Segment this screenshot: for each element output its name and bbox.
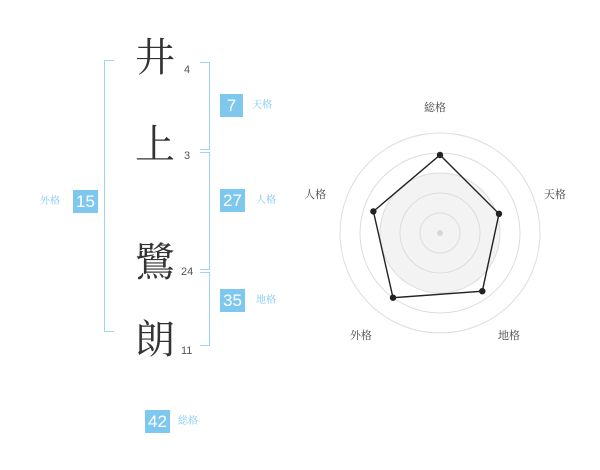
score-value-jinkaku: 27	[220, 189, 245, 212]
score-label-outer: 外格	[40, 196, 60, 207]
score-value-tenkaku: 7	[220, 94, 243, 117]
kanji-char-3: 鷺	[135, 240, 175, 286]
radar-axis-label: 総格	[424, 101, 446, 114]
score-value-soukaku: 42	[145, 410, 170, 433]
score-label-soukaku: 総格	[178, 416, 198, 427]
radar-data-point	[370, 208, 376, 214]
jinkaku-bracket	[200, 152, 210, 270]
radar-axis-label: 人格	[304, 188, 327, 202]
kanji-char-2: 上	[135, 122, 175, 168]
tenkaku-bracket	[200, 62, 210, 150]
score-label-tenkaku: 天格	[252, 100, 272, 111]
score-label-chikaku: 地格	[256, 295, 276, 306]
score-value-outer: 15	[73, 190, 98, 213]
outer-bracket	[104, 60, 114, 332]
kanji-char-4: 朗	[135, 317, 175, 363]
stroke-count-2: 3	[184, 150, 191, 162]
stroke-count-1: 4	[184, 64, 191, 76]
radar-axis-label: 外格	[349, 328, 372, 342]
kanji-char-1: 井	[135, 35, 175, 81]
radar-data-point	[390, 295, 396, 301]
score-value-chikaku: 35	[220, 289, 245, 312]
radar-data-point	[496, 211, 502, 217]
radar-chart	[304, 101, 570, 370]
radar-data-point	[479, 288, 485, 294]
radar-axis-label: 天格	[543, 188, 566, 202]
stroke-count-4: 11	[181, 345, 193, 357]
radar-center-dot	[437, 230, 443, 236]
radar-axis-label: 地格	[498, 328, 521, 342]
score-label-jinkaku: 人格	[256, 195, 276, 206]
stroke-count-3: 24	[181, 266, 194, 278]
chikaku-bracket	[200, 272, 210, 346]
radar-data-point	[437, 152, 443, 158]
